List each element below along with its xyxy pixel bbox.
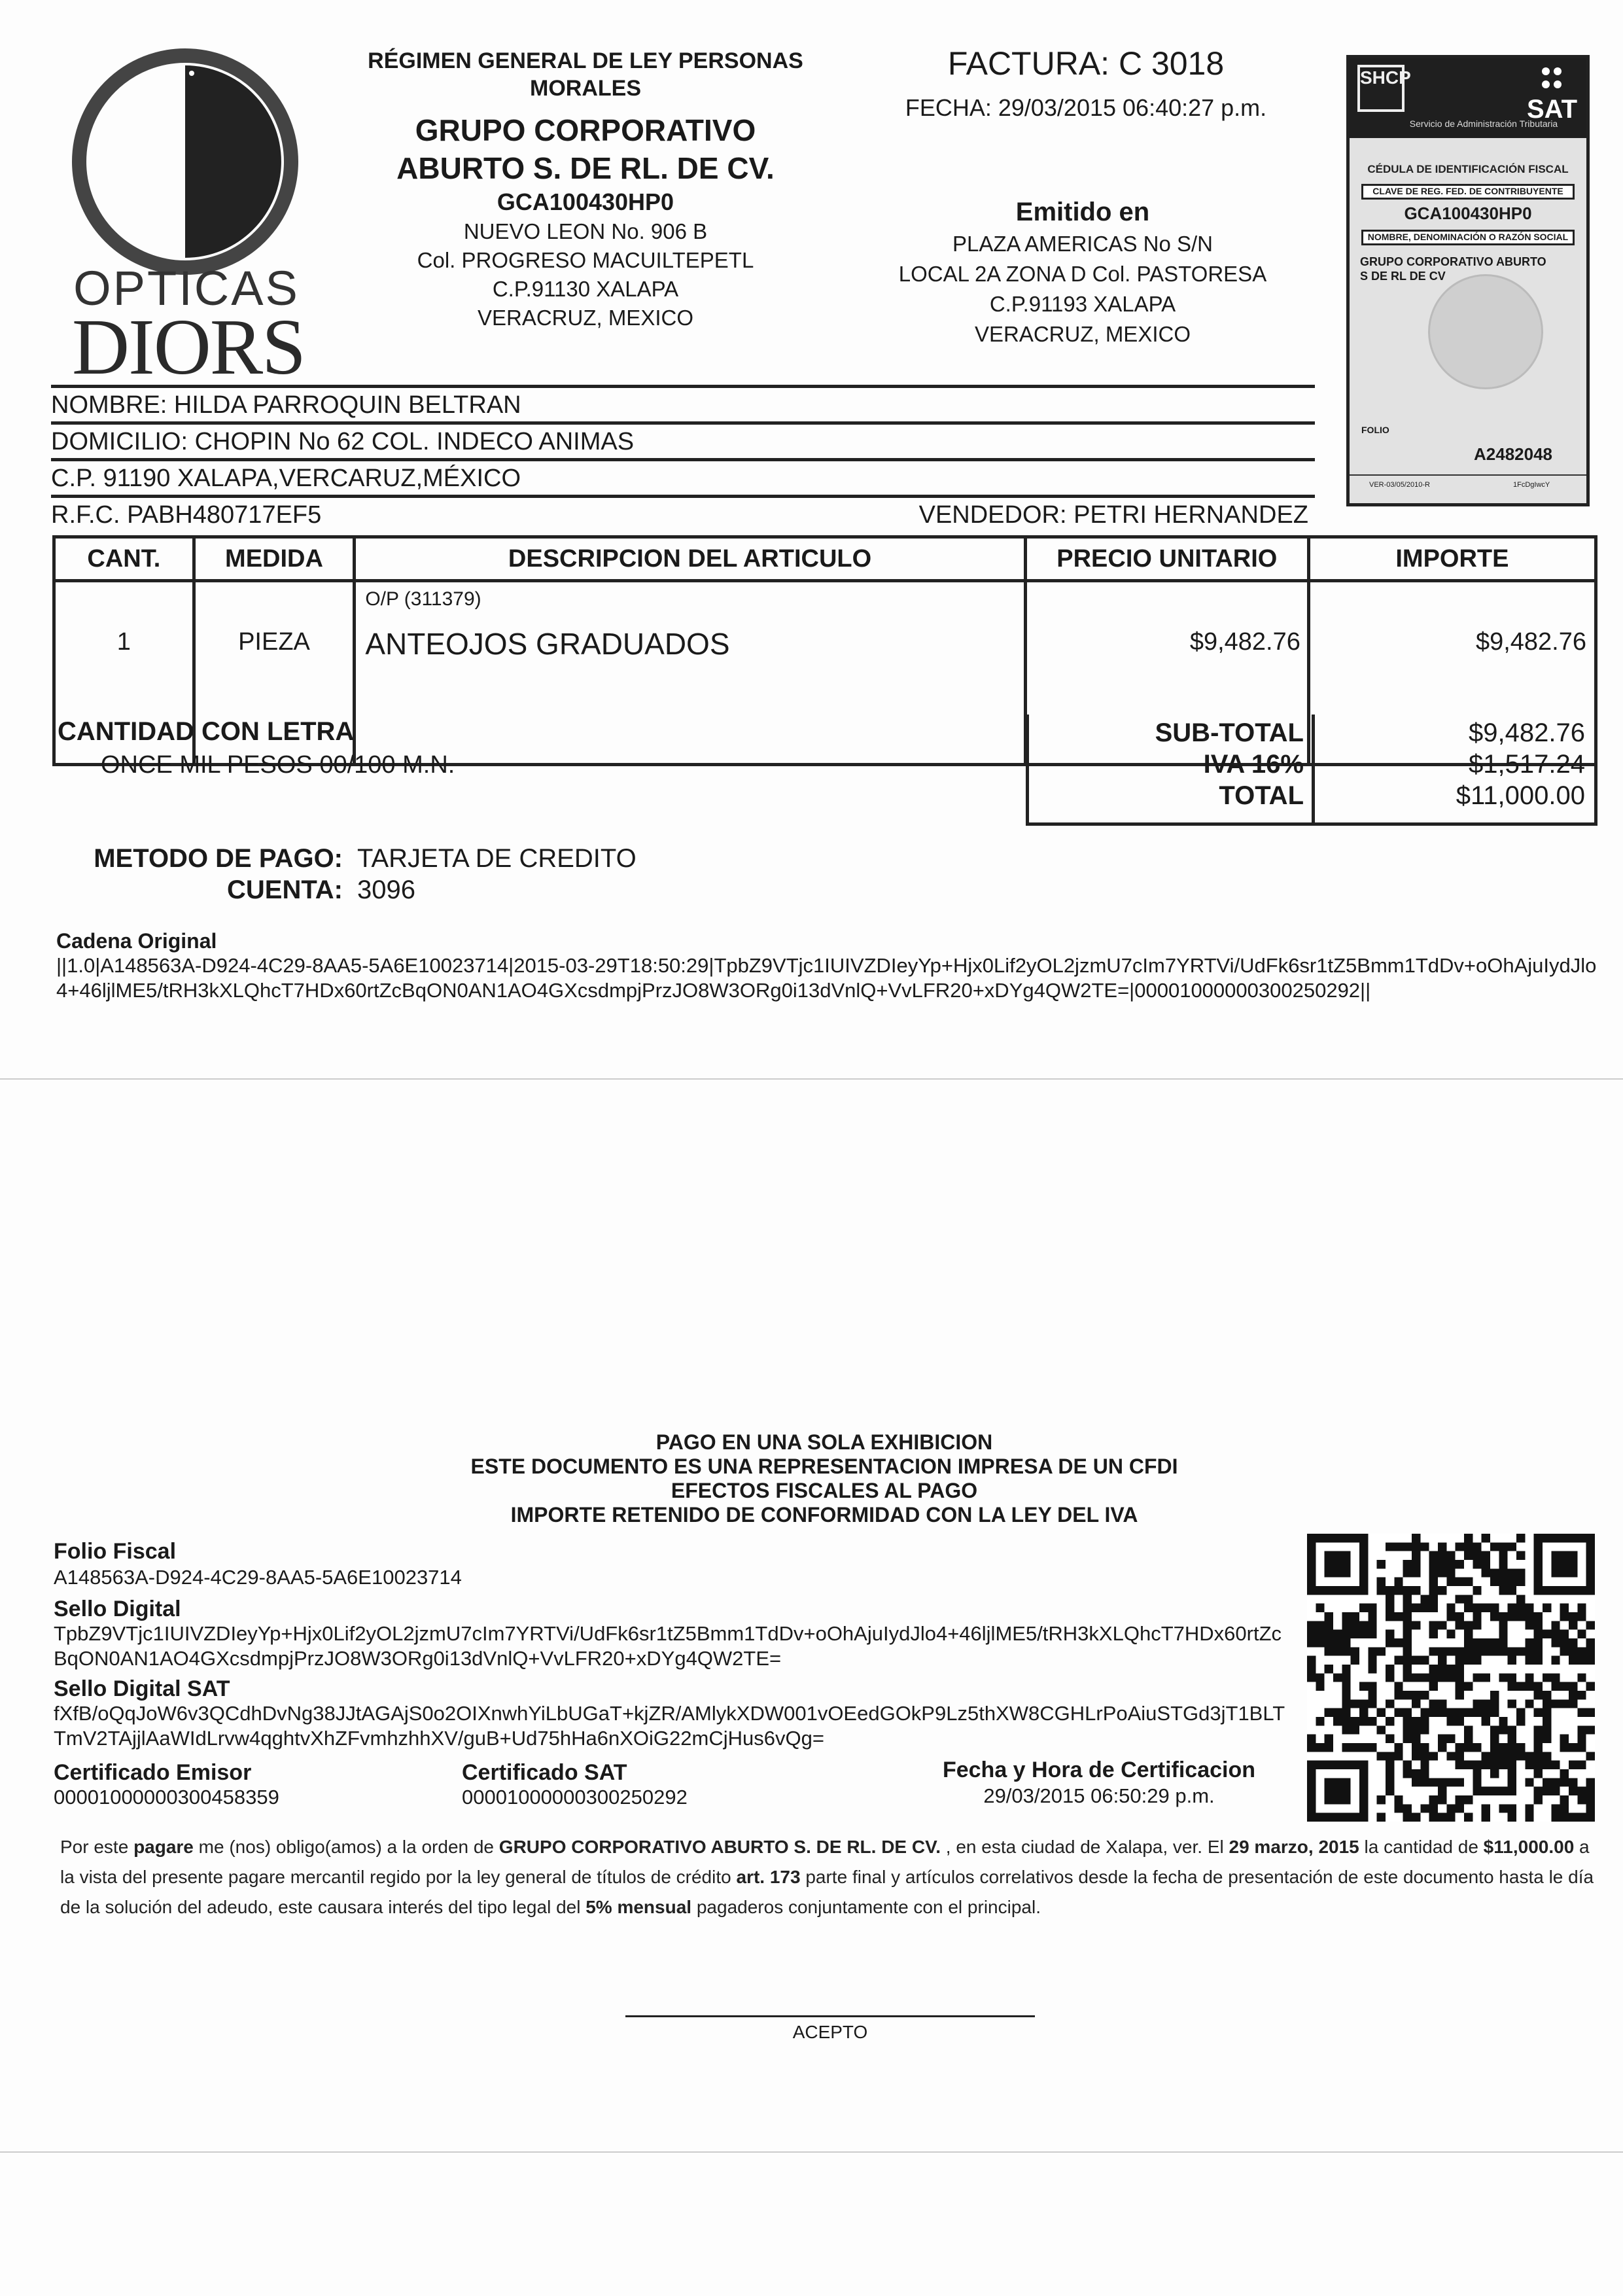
pagare-bold: GRUPO CORPORATIVO ABURTO S. DE RL. DE CV. bbox=[498, 1837, 941, 1857]
col-header-importe: IMPORTE bbox=[1308, 537, 1596, 581]
shcp-logo: SHCP bbox=[1357, 65, 1405, 112]
mexico-seal-watermark bbox=[1428, 274, 1543, 389]
cell-importe: $9,482.76 bbox=[1308, 581, 1596, 765]
sat-logo: SAT bbox=[1526, 95, 1577, 124]
sat-service-name: Servicio de Administración Tributaria bbox=[1409, 118, 1558, 129]
totals-box bbox=[1026, 715, 1597, 826]
page-fold-line bbox=[0, 1078, 1623, 1080]
metodo-pago-label: METODO DE PAGO: bbox=[94, 844, 343, 873]
pagare-part: parte final y artículos correlativos desde la fecha de presentación de este documento hasta le día de la solución del adeudo, este causara interés del tipo legal del bbox=[60, 1867, 1594, 1917]
client-domicilio: DOMICILIO: CHOPIN No 62 COL. INDECO ANIMAS bbox=[51, 425, 1315, 461]
sello-digital-value: TpbZ9VTjc1IUIVZDIeyYp+Hjx0Lif2yOL2jzmU7cIm7YRTVi/UdFk6sr1tZ5Bmm1TdDv+oOhAjuIydJlo4+46ljlME5/tRH3kXLQhcT7HDx60rtZcBqON0AN1AO4GXcsdmpjPrzJO8W3ORg0i13dVnlQ+VvLFR20+xDYg4QW2TE= bbox=[54, 1622, 1282, 1670]
table-header-row bbox=[54, 537, 1596, 581]
sat-dots-icon bbox=[1538, 66, 1569, 92]
amount-words-label: CANTIDAD CON LETRA bbox=[58, 717, 355, 746]
cadena-label: Cadena Original bbox=[56, 929, 217, 953]
cadena-value: ||1.0|A148563A-D924-4C29-8AA5-5A6E10023714|2015-03-29T18:50:29|TpbZ9VTjc1IUIVZDIeyYp+Hjx0Lif2yOL2jzmU7cIm7YRTVi/UdFk6sr1tZ5Bmm1TdDv+oOhAjuIydJlo4+46ljlME5/tRH3kXLQhcT7HDx60rtZcBqON0AN1AO4GXcsdmpjPrzJO8W3ORg0i13dVnlQ+VvLFR20+xDYg4QW2TE=|00001000000300250292|| bbox=[56, 954, 1597, 1002]
client-top-rule bbox=[51, 385, 1315, 388]
invoice-number: FACTURA: C 3018 bbox=[947, 45, 1225, 82]
sat-folio-label: FOLIO bbox=[1361, 425, 1389, 435]
col-header-descripcion: DESCRIPCION DEL ARTICULO bbox=[355, 537, 1025, 581]
amount-words-value: ONCE MIL PESOS 00/100 M.N. bbox=[101, 751, 455, 779]
emitido-line: PLAZA AMERICAS No S/N bbox=[952, 232, 1213, 256]
legend-line: PAGO EN UNA SOLA EXHIBICION bbox=[655, 1430, 993, 1454]
pagare-bold: 5% mensual bbox=[585, 1897, 692, 1917]
total-label: TOTAL bbox=[1219, 781, 1304, 810]
cfdi-qr-code bbox=[1307, 1534, 1595, 1822]
pagare-part: la cantidad de bbox=[1359, 1837, 1484, 1857]
item-description: ANTEOJOS GRADUADOS bbox=[365, 627, 730, 661]
pagare-part: Por este bbox=[60, 1837, 134, 1857]
subtotal-label: SUB-TOTAL bbox=[1155, 718, 1304, 747]
issuer-block bbox=[324, 47, 847, 332]
legend-line: ESTE DOCUMENTO ES UNA REPRESENTACION IMPRESA DE UN CFDI bbox=[470, 1455, 1178, 1478]
page-fold-line bbox=[0, 2151, 1623, 2153]
regimen-fiscal: RÉGIMEN GENERAL DE LEY PERSONAS MORALES bbox=[368, 48, 803, 101]
sat-card-rfc: GCA100430HP0 bbox=[1404, 203, 1532, 223]
company-name-line1: GRUPO CORPORATIVO bbox=[415, 113, 756, 147]
sat-fiscal-id-card bbox=[1346, 55, 1590, 506]
cuenta-label: CUENTA: bbox=[226, 875, 343, 904]
vendedor: VENDEDOR: PETRI HERNANDEZ bbox=[918, 501, 1308, 529]
issuer-address-line: VERACRUZ, MEXICO bbox=[477, 306, 694, 330]
legend-line: IMPORTE RETENIDO DE CONFORMIDAD CON LA LEY DEL IVA bbox=[510, 1503, 1138, 1527]
emitido-line: VERACRUZ, MEXICO bbox=[974, 322, 1191, 346]
subtotal-value: $9,482.76 bbox=[1469, 718, 1585, 747]
pagare-bold: 29 marzo, 2015 bbox=[1229, 1837, 1359, 1857]
client-rfc: R.F.C. PABH480717EF5 bbox=[51, 501, 322, 529]
pagare-part: pagaderos conjuntamente con el principal. bbox=[691, 1897, 1041, 1917]
sat-footer-right: 1FcDgIwcY bbox=[1513, 481, 1550, 489]
client-cp: C.P. 91190 XALAPA,VERCARUZ,MÉXICO bbox=[51, 462, 1315, 498]
col-header-medida: MEDIDA bbox=[194, 537, 355, 581]
sat-card-nombre: GRUPO CORPORATIVO ABURTO S DE RL DE CV bbox=[1360, 255, 1546, 283]
issuer-address-line: C.P.91130 XALAPA bbox=[492, 277, 679, 301]
cell-precio: $9,482.76 bbox=[1025, 581, 1308, 765]
invoice-date: FECHA: 29/03/2015 06:40:27 p.m. bbox=[905, 94, 1267, 121]
sat-card-divider bbox=[1350, 474, 1586, 476]
pagare-bold: art. 173 bbox=[736, 1867, 801, 1887]
pagare-bold: pagare bbox=[133, 1837, 194, 1857]
sat-nombre-label: NOMBRE, DENOMINACIÓN O RAZÓN SOCIAL bbox=[1361, 230, 1575, 245]
order-number: O/P (311379) bbox=[365, 588, 481, 610]
cert-emisor-value: 00001000000300458359 bbox=[54, 1786, 279, 1809]
issuer-address-line: Col. PROGRESO MACUILTEPETL bbox=[417, 248, 754, 272]
total-value: $11,000.00 bbox=[1456, 781, 1585, 810]
pagare-text bbox=[60, 1832, 1597, 1922]
company-name-line2: ABURTO S. DE RL. DE CV. bbox=[396, 151, 775, 185]
sello-sat-label: Sello Digital SAT bbox=[54, 1676, 230, 1701]
issuer-rfc: GCA100430HP0 bbox=[497, 188, 674, 215]
cert-sat-value: 00001000000300250292 bbox=[462, 1786, 688, 1809]
cert-emisor-label: Certificado Emisor bbox=[54, 1760, 252, 1785]
fecha-cert-value: 29/03/2015 06:50:29 p.m. bbox=[983, 1784, 1215, 1807]
emitido-en-block bbox=[847, 195, 1318, 349]
client-nombre: NOMBRE: HILDA PARROQUIN BELTRAN bbox=[51, 389, 1315, 425]
cell-cant: 1 bbox=[54, 581, 194, 765]
sello-digital-label: Sello Digital bbox=[54, 1597, 181, 1621]
pagare-part: a la vista del presente pagare mercantil regido por la ley general de títulos de crédito bbox=[60, 1837, 1590, 1887]
cert-sat-label: Certificado SAT bbox=[462, 1760, 627, 1785]
logo-text-diors: DIORS bbox=[71, 303, 305, 391]
signature-line bbox=[625, 2015, 1035, 2017]
cell-descripcion bbox=[355, 581, 1025, 765]
pagare-part: , en esta ciudad de Xalapa, ver. El bbox=[940, 1837, 1229, 1857]
col-header-cant: CANT. bbox=[54, 537, 194, 581]
pagare-part: me (nos) obligo(amos) a la orden de bbox=[193, 1837, 499, 1857]
issuer-address-line: NUEVO LEON No. 906 B bbox=[463, 219, 708, 243]
emitido-title: Emitido en bbox=[1015, 198, 1150, 226]
fecha-cert-label: Fecha y Hora de Certificacion bbox=[942, 1757, 1256, 1782]
folio-fiscal-value: A148563A-D924-4C29-8AA5-5A6E10023714 bbox=[54, 1566, 462, 1589]
sat-card-title: CÉDULA DE IDENTIFICACIÓN FISCAL bbox=[1367, 163, 1569, 175]
metodo-pago-value: TARJETA DE CREDITO bbox=[357, 844, 637, 873]
cell-medida: PIEZA bbox=[194, 581, 355, 765]
acepto-label: ACEPTO bbox=[792, 2022, 868, 2042]
totals-divider bbox=[1312, 715, 1315, 822]
emitido-line: C.P.91193 XALAPA bbox=[989, 292, 1176, 316]
col-header-precio: PRECIO UNITARIO bbox=[1025, 537, 1308, 581]
iva-label: IVA 16% bbox=[1203, 750, 1304, 779]
folio-fiscal-label: Folio Fiscal bbox=[54, 1539, 177, 1564]
sat-clave-label: CLAVE DE REG. FED. DE CONTRIBUYENTE bbox=[1361, 184, 1575, 200]
emitido-line: LOCAL 2A ZONA D Col. PASTORESA bbox=[898, 262, 1267, 286]
pagare-bold: $11,000.00 bbox=[1483, 1837, 1575, 1857]
iva-value: $1,517.24 bbox=[1469, 750, 1585, 779]
sat-folio: A2482048 bbox=[1474, 444, 1552, 464]
cuenta-value: 3096 bbox=[357, 875, 415, 904]
legal-legends bbox=[366, 1430, 1282, 1527]
legend-line: EFECTOS FISCALES AL PAGO bbox=[671, 1479, 978, 1502]
sello-sat-value: fXfB/oQqJoW6v3QCdhDvNg38JJtAGAjS0o2OIXnwhYiLbUGaT+kjZR/AMlykXDW001vOEedGOkP9Lz5thXW8CGHLrPoAiuSTGd3jT1BLTTmV2TAjjlAaWIdLrvw4qghtvXhZFvmhzhhXV/guB+Ud75hHa6nXOiG22mCjHus6vQg= bbox=[54, 1702, 1285, 1750]
cadena-original-block bbox=[56, 929, 1600, 1003]
logo-text-opticas: OPTICAS bbox=[73, 261, 300, 315]
sat-footer-left: VER-03/05/2010-R bbox=[1369, 481, 1430, 489]
